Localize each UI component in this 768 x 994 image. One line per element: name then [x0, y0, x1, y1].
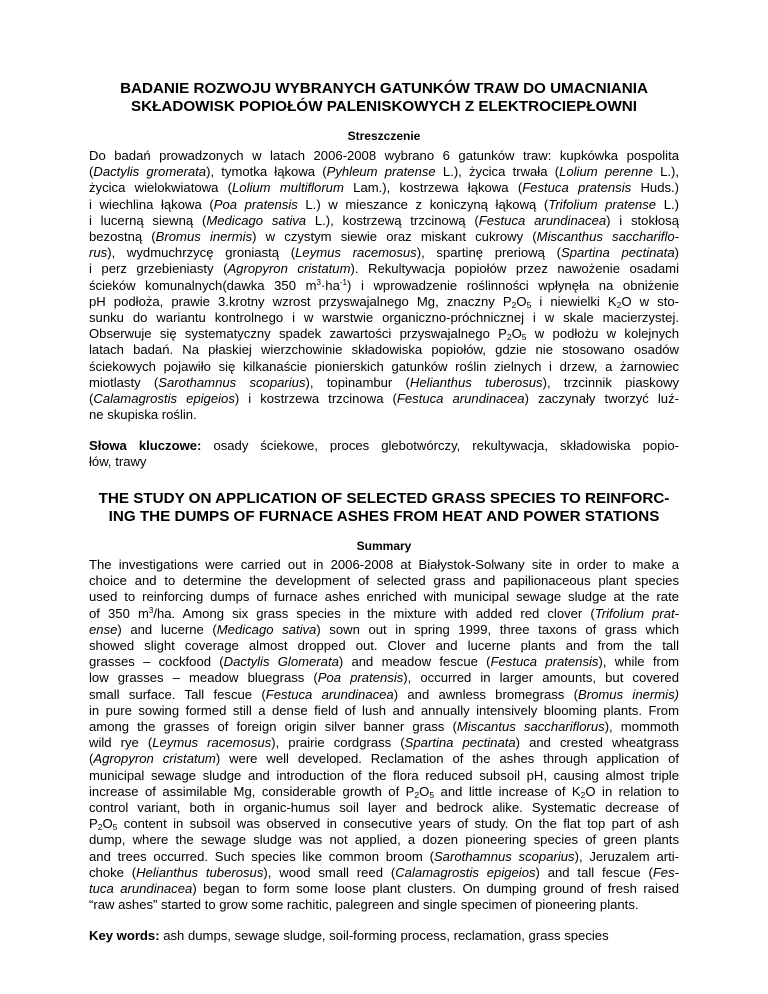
english-title-line-1: THE STUDY ON APPLICATION OF SELECTED GRASS SPECIES TO REINFORC- — [98, 490, 670, 507]
polish-title-line-1: BADANIE ROZWOJU WYBRANYCH GATUNKÓW TRAW DO UMACNIANIA — [120, 80, 648, 97]
polish-keywords — [89, 438, 679, 470]
polish-keywords-label: Słowa kluczowe: — [89, 438, 202, 453]
english-keywords — [89, 928, 679, 944]
polish-abstract: Do badań prowadzonych w latach 2006-2008 wybrano 6 gatunków traw: kupkówka pospolita (Dactylis gromerata), tymotka łąkowa (Pyhleum pratense L.), życica trwała (Lolium perenne L.), życica wielokwiatowa (Lolium multiflorum Lam.), kostrzewa łąkowa (Festuca pratensis Huds.) i wiechlina łąkowa (Poa pratensis L.) w mieszance z koniczyną łąkową (Trifolium pratense L.) i lucerną siewną (Medicago sativa L.), kostrzewą trzcinową (Festuca arundinacea) i stokłosą bezostną (Bromus inermis) w czystym siewie oraz miskant cukrowy (Miscanthus sacchariflo- rus), wydmuchrzycę groniastą (Leymus racemosus), spartinę preriową (Spartina pectinata) i perz grzebieniasty (Agropyron cristatum). Rekultywacja popiołów przez nawożenie osadami ścieków komunalnych(dawka 350 $m^3\cdot ha^{-1}$) i wprowadzenie roślinności wpłynęła na obniżenie pH podłoża, prawie 3.krotny wzrost przyswajalnego Mg, znaczny $P_2O_5$ i niewielki $K_2O$ w sto- sunku do wariantu kontrolnego i w warstwie organiczno-próchnicznej i w skale macierzystej. Obserwuje się systematyczny spadek zawartości przyswajalnego $P_2O_5$ w podłożu w kolejnych latach badań. Na płaskiej wierzchowinie składowiska popiołów, gdzie nie stosowano osadów ściekowych pojawiło się kilkanaście pionierskich gatunków roślin zielnych i drzew, a żarnowiec miotlasty (Sarothamnus scoparius), topinambur (Helianthus tuberosus), trzcinnik piaskowy (Calamagrostis epigeios) i kostrzewa trzcinowa (Festuca arundinacea) zaczynały tworzyć luź- ne skupiska roślin. — [89, 148, 680, 423]
polish-title — [89, 80, 679, 116]
polish-summary-heading: Streszczenie — [347, 129, 421, 143]
english-title-line-2: ING THE DUMPS OF FURNACE ASHES FROM HEAT AND POWER STATIONS — [108, 508, 660, 525]
polish-keywords-text: osady ściekowe, proces glebotwórczy, rekultywacja, składowiska popio- — [213, 438, 679, 453]
english-keywords-text: ash dumps, sewage sludge, soil-forming process, reclamation, grass species — [163, 928, 609, 943]
polish-title-line-2: SKŁADOWISK POPIOŁÓW PALENISKOWYCH Z ELEKTROCIEPŁOWNI — [131, 98, 637, 115]
english-summary-heading: Summary — [356, 539, 412, 553]
english-keywords-label: Key words: — [89, 928, 160, 943]
english-abstract: The investigations were carried out in 2006-2008 at Białystok-Solwany site in order to make a choice and to determine the development of selected grass and papilionaceous plant species used to reinforcing dumps of furnace ashes enriched with municipal sewage sludge at the rate of 350 $m^3/ha$. Among six grass species in the mixture with added red clover (Trifolium prat- ense) and lucerne (Medicago sativa) sown out in spring 1999, three taxons of grass which showed slight coverage almost dropped out. Clover and lucerne plants and from the tall grasses – cockfood (Dactylis Glomerata) and meadow fescue (Festuca pratensis), while from low grasses – meadow bluegrass (Poa pratensis), occurred in larger amounts, but covered small surface. Tall fescue (Festuca arundinacea) and awnless bromegrass (Bromus inermis) in pure sowing formed still a dense field of lush and annually intensively blooming plants. From among the grasses of foreign origin silver banner grass (Miscantus sacchariflorus), mommoth wild rye (Leymus racemosus), prairie cordgrass (Spartina pectinata) and crested wheatgrass (Agropyron cristatum) were well developed. Reclamation of the ashes through application of municipal sewage sludge and introduction of the flora reduced subsoil pH, causing almost triple increase of assimilable Mg, considerable growth of $P_2O_5$ and little increase of $K_2O$ in relation to control variant, both in organic-humus soil layer and bedrock alike. Systematic decrease of $P_2O_5$ content in subsoil was observed in consecutive years of study. On the flat top part of ash dump, where the sewage sludge was not applied, a dozen pioneering species of green plants and trees occurred. Such species like common broom (Sarothamnus scoparius), Jeruzalem arti- choke (Helianthus tuberosus), wood small reed (Calamagrostis epigeios) and tall fescue (Fes- tuca arundinacea) began to form some loose plant clusters. On dumping ground of fresh raised “raw ashes” started to grow some rachitic, palegreen and single specimen of pioneering plants. — [89, 557, 680, 913]
polish-keywords-text-2: łów, trawy — [89, 454, 147, 470]
english-title — [89, 490, 679, 526]
